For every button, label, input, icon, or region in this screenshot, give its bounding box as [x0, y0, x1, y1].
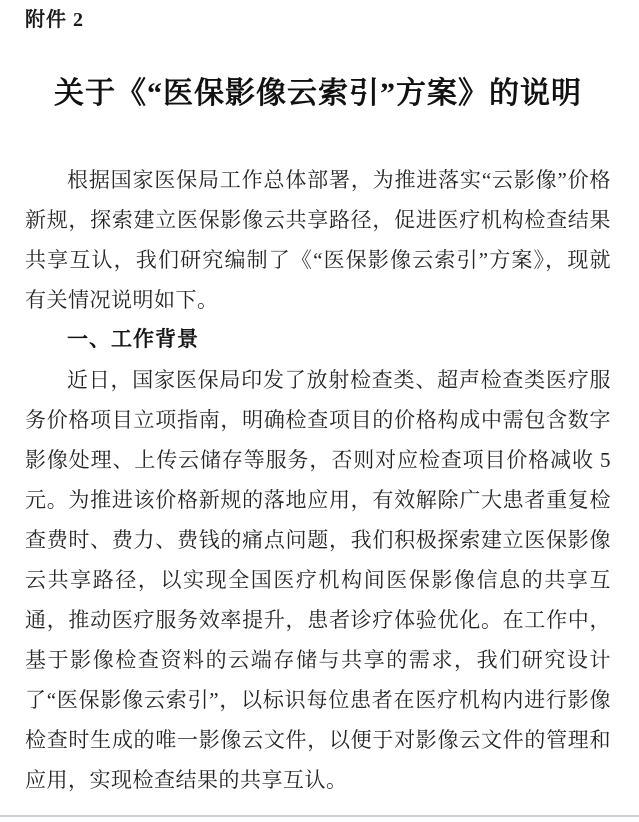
- page-bottom-edge: [0, 815, 639, 817]
- document-title: 关于《“医保影像云索引”方案》的说明: [54, 77, 582, 110]
- intro-paragraph: 根据国家医保局工作总体部署，为推进落实“云影像”价格新规，探索建立医保影像云共享路径，促进医疗机构检查结果共享互认，我们研究编制了《“医保影像云索引”方案》，现就有关情况说明如下。: [25, 168, 611, 312]
- document-body: [25, 160, 611, 800]
- section-heading-work-background: 一、工作背景: [67, 328, 199, 351]
- attachment-label: 附件 2: [25, 9, 84, 31]
- section-paragraph: 近日，国家医保局印发了放射检查类、超声检查类医疗服务价格项目立项指南，明确检查项目的价格构成中需包含数字影像处理、上传云储存等服务，否则对应检查项目价格减收 5 元。为推进该价格新规的落地应用，有效解除广大患者重复检查费时、费力、费钱的痛点问题，我们积极探索建立医保影像云共享路径，以实现全国医疗机构间医保影像信息的共享互通，推动医疗服务效率提升，患者诊疗体验优化。在工作中，基于影像检查资料的云端存储与共享的需求，我们研究设计了“医保影像云索引”，以标识每位患者在医疗机构内进行影像检查时生成的唯一影像云文件，以便于对影像云文件的管理和应用，实现检查结果的共享互认。: [25, 368, 611, 792]
